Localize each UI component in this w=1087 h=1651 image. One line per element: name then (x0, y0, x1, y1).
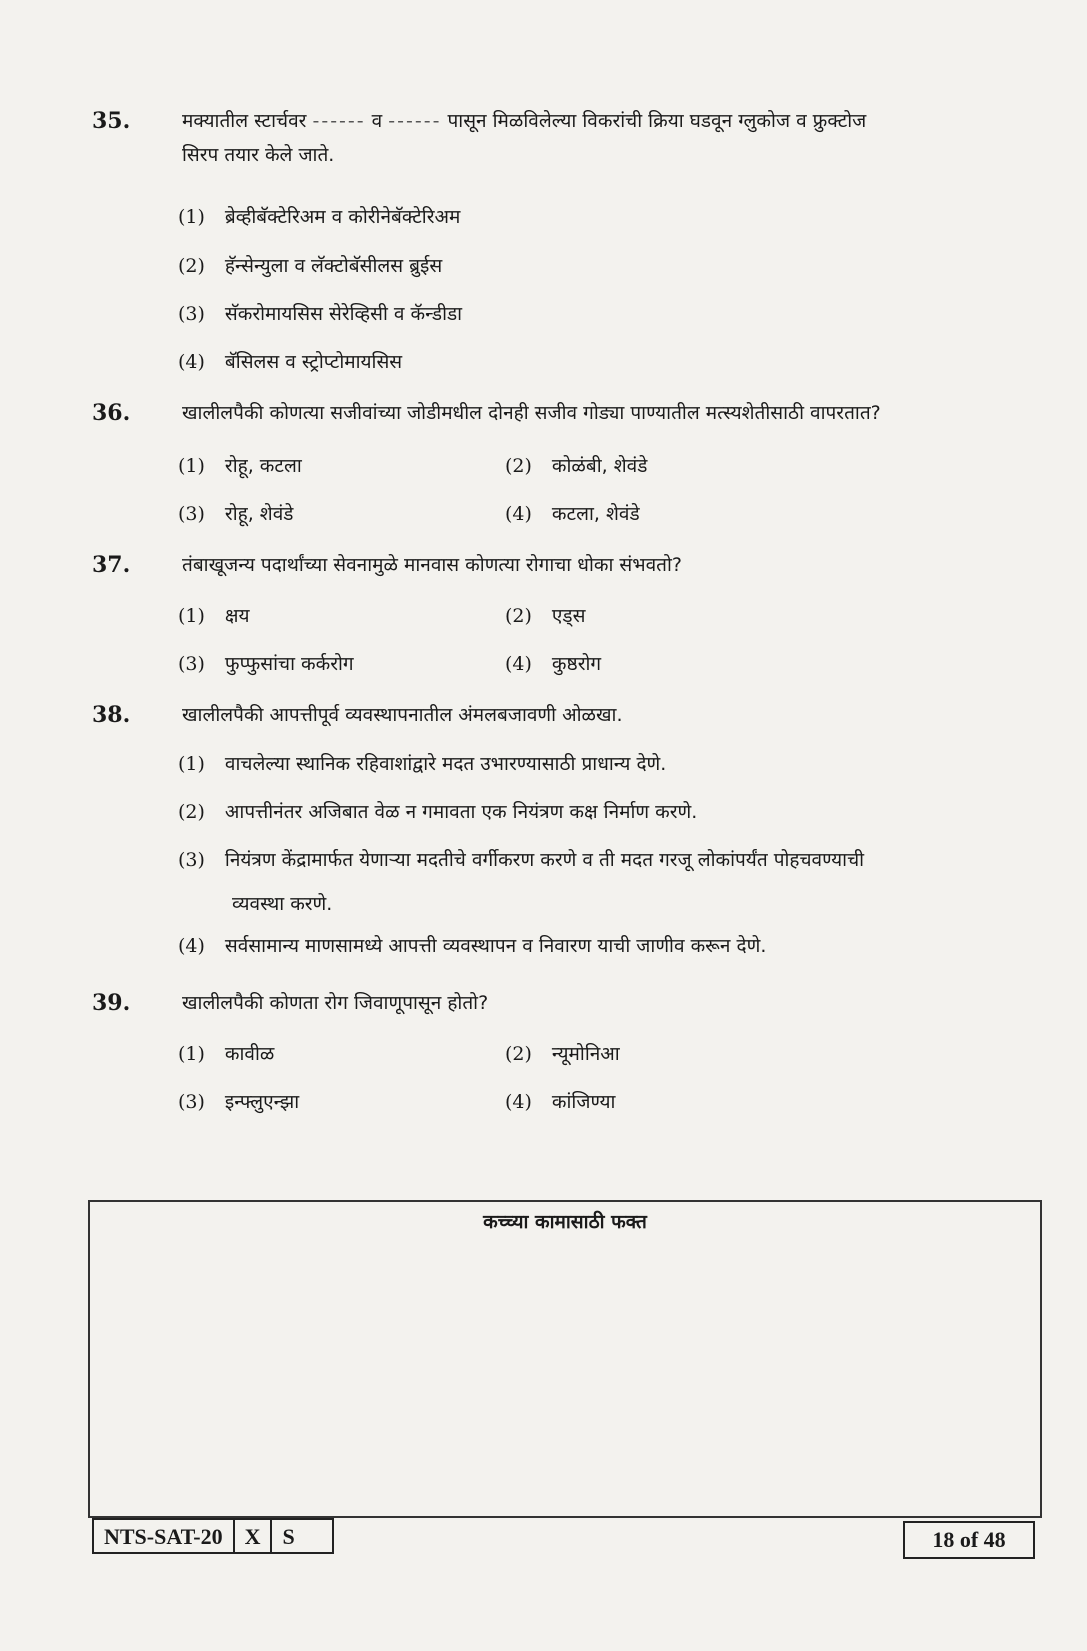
option[interactable] (178, 1040, 274, 1066)
option-text: रोहू, कटला (224, 455, 302, 477)
option-number: (4) (505, 503, 532, 525)
option-continuation: व्यवस्था करणे. (232, 893, 333, 915)
option-number: (2) (505, 605, 532, 627)
option-number: (1) (178, 753, 205, 775)
question-number: 38. (92, 702, 131, 728)
option-number: (2) (505, 1043, 532, 1065)
option[interactable] (178, 750, 666, 776)
option[interactable] (178, 650, 354, 676)
question-text: खालीलपैकी आपत्तीपूर्व व्यवस्थापनातील अंमलबजावणी ओळखा. (182, 704, 623, 726)
question-text-part2: पासून मिळविलेल्या विकरांची क्रिया घडवून ग्लुकोज व फ्रुक्टोज (447, 110, 867, 132)
option[interactable] (505, 602, 585, 628)
blank-1: ------ (312, 110, 366, 132)
option-text: कटला, शेवंडे (551, 503, 640, 525)
option-text: कांजिण्या (551, 1091, 616, 1113)
question-text-line2: सिरप तयार केले जाते. (182, 144, 335, 166)
option[interactable] (178, 348, 402, 374)
option-text: एड्स (551, 605, 586, 627)
option[interactable] (178, 300, 462, 326)
option-number: (3) (178, 1091, 205, 1113)
question-text: खालीलपैकी कोणता रोग जिवाणूपासून होतो? (182, 992, 489, 1014)
question-text: तंबाखूजन्य पदार्थांच्या सेवनामुळे मानवास कोणत्या रोगाचा धोका संभवतो? (182, 554, 683, 576)
option-text: ब्रेव्हीबॅक्टेरिअम व कोरीनेबॅक्टेरिअम (224, 206, 461, 228)
option[interactable] (178, 846, 864, 872)
option-text: न्यूमोनिआ (551, 1043, 620, 1065)
option-number: (3) (178, 503, 205, 525)
option-text: आपत्तीनंतर अजिबात वेळ न गमावता एक नियंत्रण कक्ष निर्माण करणे. (224, 801, 698, 823)
option[interactable] (178, 932, 766, 958)
option-text: बॅसिलस व स्ट्रोप्टोमायसिस (224, 351, 403, 373)
option-number: (4) (505, 1091, 532, 1113)
option-text: कावीळ (224, 1043, 275, 1065)
option-text: रोहू, शेवंडे (224, 503, 294, 525)
question-number: 39. (92, 990, 131, 1016)
option-number: (1) (178, 455, 205, 477)
option-text: इन्फ्लुएन्झा (224, 1091, 300, 1113)
page-number: 18 of 48 (903, 1521, 1035, 1559)
rough-work-title: कच्च्या कामासाठी फक्त (483, 1211, 647, 1233)
option[interactable] (505, 452, 647, 478)
question-number: 37. (92, 552, 131, 578)
option-number: (4) (505, 653, 532, 675)
option-number: (3) (178, 303, 205, 325)
question-text: खालीलपैकी कोणत्या सजीवांच्या जोडीमधील दोनही सजीव गोड्या पाण्यातील मत्स्यशेतीसाठी वापरतात? (182, 402, 881, 424)
option-text: सर्वसामान्य माणसामध्ये आपत्ती व्यवस्थापन व निवारण याची जाणीव करून देणे. (224, 935, 767, 957)
option[interactable] (178, 452, 302, 478)
option[interactable] (178, 252, 442, 278)
class-code: X (235, 1520, 273, 1552)
option-number: (1) (178, 605, 205, 627)
option[interactable] (178, 203, 460, 229)
option-text: कुष्ठरोग (551, 653, 602, 675)
option-text: कोळंबी, शेवंडे (551, 455, 648, 477)
question-number: 36. (92, 400, 131, 426)
series-code: S (282, 1524, 295, 1549)
option-number: (2) (178, 801, 205, 823)
conjunction: व (371, 110, 383, 132)
option-text: क्षय (224, 605, 250, 627)
question-number: 35. (92, 108, 131, 134)
option-text: वाचलेल्या स्थानिक रहिवाशांद्वारे मदत उभारण्यासाठी प्राधान्य देणे. (224, 753, 667, 775)
option-number: (2) (505, 455, 532, 477)
option-number: (4) (178, 351, 205, 373)
option-text: हॅन्सेन्युला व लॅक्टोबॅसीलस ब्रुईस (224, 255, 443, 277)
blank-2: ------ (388, 110, 442, 132)
option-text: फुप्फुसांचा कर्करोग (224, 653, 354, 675)
paper-code-box (92, 1518, 334, 1554)
option[interactable] (505, 650, 601, 676)
option-number: (3) (178, 849, 205, 871)
option-number: (1) (178, 1043, 205, 1065)
option-number: (1) (178, 206, 205, 228)
option[interactable] (505, 500, 640, 526)
option[interactable] (178, 602, 250, 628)
option-number: (4) (178, 935, 205, 957)
option[interactable] (178, 798, 697, 824)
option[interactable] (178, 500, 293, 526)
option[interactable] (178, 1088, 299, 1114)
option-number: (3) (178, 653, 205, 675)
option-text: नियंत्रण केंद्रामार्फत येणाऱ्या मदतीचे वर्गीकरण करणे व ती मदत गरजू लोकांपर्यंत पोहचवण्याची (224, 849, 865, 871)
option[interactable] (505, 1040, 620, 1066)
question-text-part1: मक्यातील स्टार्चवर (182, 110, 307, 132)
option-number: (2) (178, 255, 205, 277)
option[interactable] (505, 1088, 615, 1114)
question-text (182, 104, 1047, 172)
rough-work-box[interactable] (88, 1200, 1042, 1518)
paper-code: NTS-SAT-20 (94, 1520, 235, 1552)
option-text: सॅकरोमायसिस सेरेव्हिसी व कॅन्डीडा (224, 303, 463, 325)
